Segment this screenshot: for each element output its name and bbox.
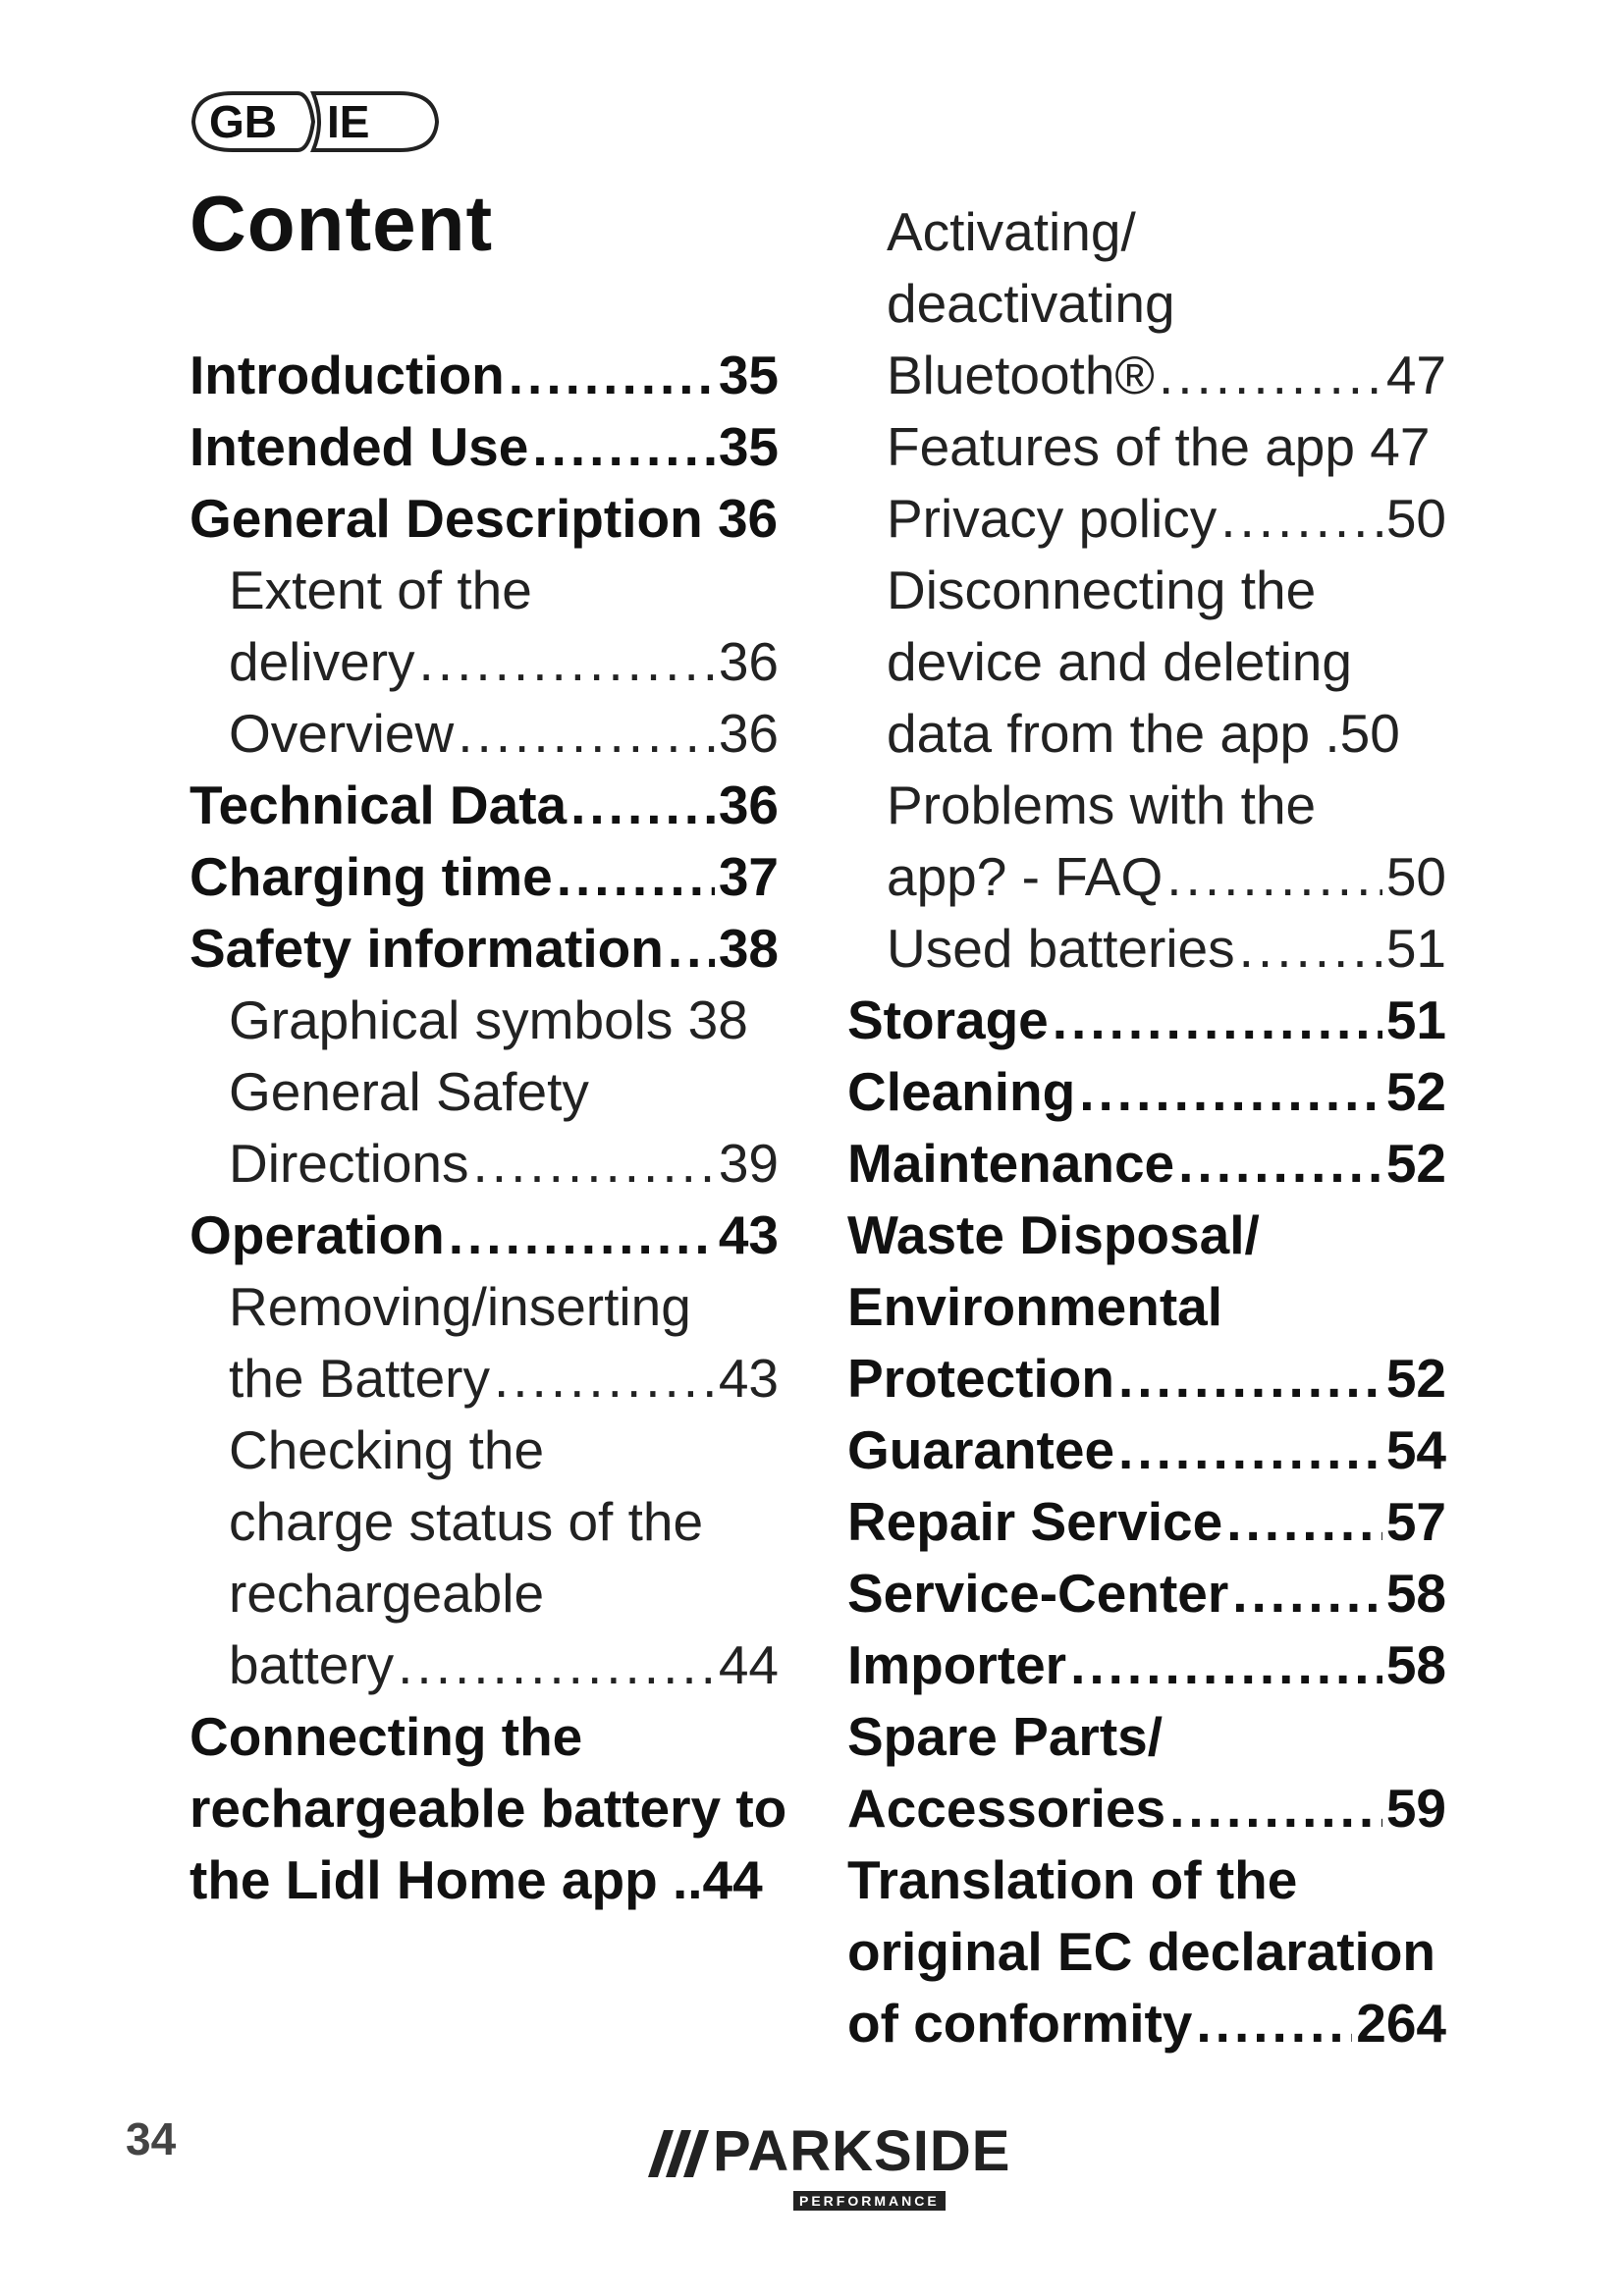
- toc-line: [229, 1629, 779, 1701]
- toc-entry-title: General Description 36: [189, 488, 779, 549]
- toc-entry-title: Removing/inserting: [229, 1276, 691, 1337]
- toc-entry-title: Used batteries: [887, 918, 1235, 979]
- toc-entry: [189, 913, 779, 985]
- toc-entry-title: Charging time: [189, 846, 553, 907]
- toc-entry-title: Extent of the: [229, 560, 532, 620]
- toc-entry-title: Introduction: [189, 345, 505, 405]
- logo-tag: PERFORMANCE: [793, 2191, 946, 2211]
- toc-entry: [847, 483, 1446, 555]
- toc-leader-dots: [458, 698, 715, 770]
- toc-page-number: 36: [718, 703, 779, 764]
- toc-entry: [189, 1200, 779, 1271]
- toc-leader-dots: [532, 411, 714, 483]
- toc-entry-title: Storage: [847, 989, 1049, 1050]
- toc-entry: [847, 913, 1446, 985]
- toc-line: [189, 913, 779, 985]
- toc-entry-title: Translation of the: [847, 1849, 1298, 1910]
- toc-line: [189, 1844, 779, 1916]
- toc-line: [847, 1773, 1446, 1844]
- toc-page-number: 52: [1385, 1133, 1446, 1194]
- toc-entry: [189, 841, 779, 913]
- toc-leader-dots: [668, 913, 715, 985]
- toc-line: [887, 626, 1446, 698]
- toc-page-number: 50: [1385, 846, 1446, 907]
- toc-entry-title: Disconnecting the: [887, 560, 1317, 620]
- toc-entry: [847, 985, 1446, 1056]
- toc-entry-title: Accessories: [847, 1778, 1166, 1839]
- toc-leader-dots: [473, 1128, 715, 1200]
- toc-page-number: 35: [718, 416, 779, 477]
- toc-line: [189, 411, 779, 483]
- toc-leader-dots: [494, 1343, 715, 1415]
- toc-entry-title: Protection: [847, 1348, 1114, 1409]
- toc-page-number: 264: [1356, 1993, 1446, 2054]
- toc-line: [847, 1916, 1446, 1988]
- toc-line: [847, 1271, 1446, 1343]
- toc-line: [847, 1558, 1446, 1629]
- toc-entry: [847, 1701, 1446, 1844]
- toc-entry-title: data from the app .50: [887, 703, 1400, 764]
- toc-line: [229, 985, 779, 1056]
- toc-entry: [189, 770, 779, 841]
- toc-page-number: 58: [1385, 1563, 1446, 1624]
- toc-leader-dots: [570, 770, 715, 841]
- toc-leader-dots: [1220, 483, 1382, 555]
- toc-line: [847, 1629, 1446, 1701]
- toc-line: [887, 770, 1446, 841]
- toc-entry: [847, 1629, 1446, 1701]
- toc-entry-title: rechargeable battery to: [189, 1778, 787, 1839]
- toc-line: [887, 196, 1446, 268]
- toc-entry-title: original EC declaration: [847, 1921, 1436, 1982]
- toc-entry-title: Problems with the: [887, 774, 1317, 835]
- toc-leader-dots: [1166, 841, 1382, 913]
- toc-entry-title: Activating/: [887, 201, 1136, 262]
- toc-line: [847, 1056, 1446, 1128]
- toc-line: [847, 985, 1446, 1056]
- badge-gb: GB: [209, 96, 277, 147]
- toc-page-number: 39: [718, 1133, 779, 1194]
- toc-entry-title: Bluetooth®: [887, 345, 1155, 405]
- toc-entry: [847, 1844, 1446, 2059]
- toc-page-number: 57: [1385, 1491, 1446, 1552]
- toc-entry-title: General Safety: [229, 1061, 589, 1122]
- toc-leader-dots: [1079, 1056, 1382, 1128]
- toc-entry: [847, 1558, 1446, 1629]
- toc-entry-title: Repair Service: [847, 1491, 1223, 1552]
- toc-page-number: 36: [718, 774, 779, 835]
- toc-entry-title: Overview: [229, 703, 455, 764]
- language-badges: [189, 90, 441, 153]
- toc-page-number: 52: [1385, 1061, 1446, 1122]
- badge-ie: IE: [327, 96, 370, 147]
- toc-entry: [847, 1486, 1446, 1558]
- toc-page-number: 35: [718, 345, 779, 405]
- toc-leader-dots: [1178, 1128, 1382, 1200]
- toc-line: [229, 1558, 779, 1629]
- toc-entry-title: Technical Data: [189, 774, 568, 835]
- toc-line: [229, 1128, 779, 1200]
- toc-entry-title: Cleaning: [847, 1061, 1076, 1122]
- toc-leader-dots: [1118, 1343, 1382, 1415]
- toc-entry: [189, 698, 779, 770]
- toc-page-number: 37: [718, 846, 779, 907]
- toc-entry: [189, 1701, 787, 1916]
- toc-entry: [189, 985, 779, 1056]
- toc-page-number: 52: [1385, 1348, 1446, 1409]
- toc-line: [229, 1415, 779, 1486]
- toc-leader-dots: [1239, 913, 1382, 985]
- toc-entry-title: device and deleting: [887, 631, 1352, 692]
- toc-entry-title: app? - FAQ: [887, 846, 1164, 907]
- toc-leader-dots: [449, 1200, 715, 1271]
- toc-line: [229, 698, 779, 770]
- toc-entry: [189, 1415, 779, 1701]
- logo-brand: PARKSIDE: [713, 2119, 1011, 2183]
- toc-line: [887, 411, 1446, 483]
- toc-entry-title: Spare Parts/: [847, 1706, 1164, 1767]
- toc-leader-dots: [1226, 1486, 1382, 1558]
- toc-entry: [189, 340, 779, 411]
- toc-page-number: 50: [1385, 488, 1446, 549]
- toc-entry-title: Checking the: [229, 1419, 545, 1480]
- toc-line: [189, 340, 779, 411]
- toc-entry: [847, 1128, 1446, 1200]
- toc-entry-title: Guarantee: [847, 1419, 1115, 1480]
- toc-entry: [847, 1200, 1446, 1415]
- toc-leader-dots: [557, 841, 715, 913]
- toc-entry: [189, 555, 779, 698]
- toc-leader-dots: [398, 1629, 715, 1701]
- page-number: 34: [126, 2113, 177, 2164]
- toc-line: [229, 555, 779, 626]
- toc-page-number: 47: [1385, 345, 1446, 405]
- toc-page-number: 58: [1385, 1634, 1446, 1695]
- toc-entry: [189, 1271, 779, 1415]
- toc-page-number: 51: [1385, 918, 1446, 979]
- toc-line: [229, 626, 779, 698]
- parkside-logo: [636, 2119, 1011, 2218]
- toc-page-number: 59: [1385, 1778, 1446, 1839]
- toc-line: [229, 1056, 779, 1128]
- toc-line: [229, 1486, 779, 1558]
- toc-entry: [847, 411, 1446, 483]
- toc-entry-title: Waste Disposal/: [847, 1204, 1260, 1265]
- toc-leader-dots: [1196, 1988, 1352, 2059]
- toc-entry: [847, 1056, 1446, 1128]
- toc-entry: [847, 196, 1446, 411]
- toc-page-number: 43: [718, 1204, 779, 1265]
- toc-line: [887, 913, 1446, 985]
- toc-line: [847, 1343, 1446, 1415]
- page-title: Content: [189, 180, 494, 267]
- toc-line: [887, 841, 1446, 913]
- toc-leader-dots: [1169, 1773, 1382, 1844]
- toc-entry-title: the Lidl Home app ..44: [189, 1849, 763, 1910]
- toc-entry: [189, 1056, 779, 1200]
- toc-line: [189, 770, 779, 841]
- toc-entry-title: of conformity: [847, 1993, 1193, 2054]
- toc-entry-title: Safety information: [189, 918, 664, 979]
- toc-entry-title: Connecting the: [189, 1706, 583, 1767]
- toc-line: [847, 1844, 1446, 1916]
- toc-line: [229, 1271, 779, 1343]
- toc-line: [847, 1988, 1446, 2059]
- toc-page-number: 36: [718, 631, 779, 692]
- toc-line: [847, 1415, 1446, 1486]
- toc-page-number: 51: [1385, 989, 1446, 1050]
- toc-entry-title: Intended Use: [189, 416, 529, 477]
- toc-entry-title: rechargeable: [229, 1563, 545, 1624]
- toc-entry-title: Features of the app 47: [887, 416, 1431, 477]
- toc-entry-title: delivery: [229, 631, 415, 692]
- toc-entry: [847, 555, 1446, 770]
- toc-page-number: 54: [1385, 1419, 1446, 1480]
- toc-page-number: 43: [718, 1348, 779, 1409]
- toc-entry-title: Service-Center: [847, 1563, 1229, 1624]
- toc-line: [887, 340, 1446, 411]
- toc-entry: [189, 483, 779, 555]
- toc-entry-title: Operation: [189, 1204, 445, 1265]
- toc-page-number: 44: [718, 1634, 779, 1695]
- toc-line: [847, 1128, 1446, 1200]
- toc-entry-title: Graphical symbols 38: [229, 989, 748, 1050]
- toc-leader-dots: [1053, 985, 1382, 1056]
- toc-leader-dots: [1070, 1629, 1382, 1701]
- toc-leader-dots: [1159, 340, 1382, 411]
- toc-line: [887, 483, 1446, 555]
- toc-line: [847, 1200, 1446, 1271]
- toc-entry-title: the Battery: [229, 1348, 490, 1409]
- toc-line: [887, 698, 1446, 770]
- toc-entry-title: deactivating: [887, 273, 1175, 334]
- toc-entry-title: charge status of the: [229, 1491, 704, 1552]
- toc-line: [189, 483, 779, 555]
- logo-slashes-icon: [636, 2120, 709, 2183]
- toc-entry: [847, 1415, 1446, 1486]
- toc-entry-title: Importer: [847, 1634, 1067, 1695]
- toc-entry: [189, 411, 779, 483]
- toc-line: [189, 1701, 779, 1773]
- toc-leader-dots: [509, 340, 715, 411]
- toc-line: [189, 841, 779, 913]
- toc-line: [887, 555, 1446, 626]
- toc-entry-title: Environmental: [847, 1276, 1223, 1337]
- toc-line: [229, 1343, 779, 1415]
- toc-entry-title: battery: [229, 1634, 395, 1695]
- toc-entry-title: Privacy policy: [887, 488, 1218, 549]
- toc-entry-title: Directions: [229, 1133, 469, 1194]
- toc-page-number: 38: [718, 918, 779, 979]
- toc-line: [847, 1486, 1446, 1558]
- toc-line: [887, 268, 1446, 340]
- toc-line: [189, 1200, 779, 1271]
- toc-leader-dots: [1232, 1558, 1382, 1629]
- toc-line: [189, 1773, 787, 1844]
- toc-entry: [847, 770, 1446, 913]
- toc-line: [847, 1701, 1446, 1773]
- toc-leader-dots: [419, 626, 715, 698]
- toc-entry-title: Maintenance: [847, 1133, 1175, 1194]
- toc-leader-dots: [1118, 1415, 1382, 1486]
